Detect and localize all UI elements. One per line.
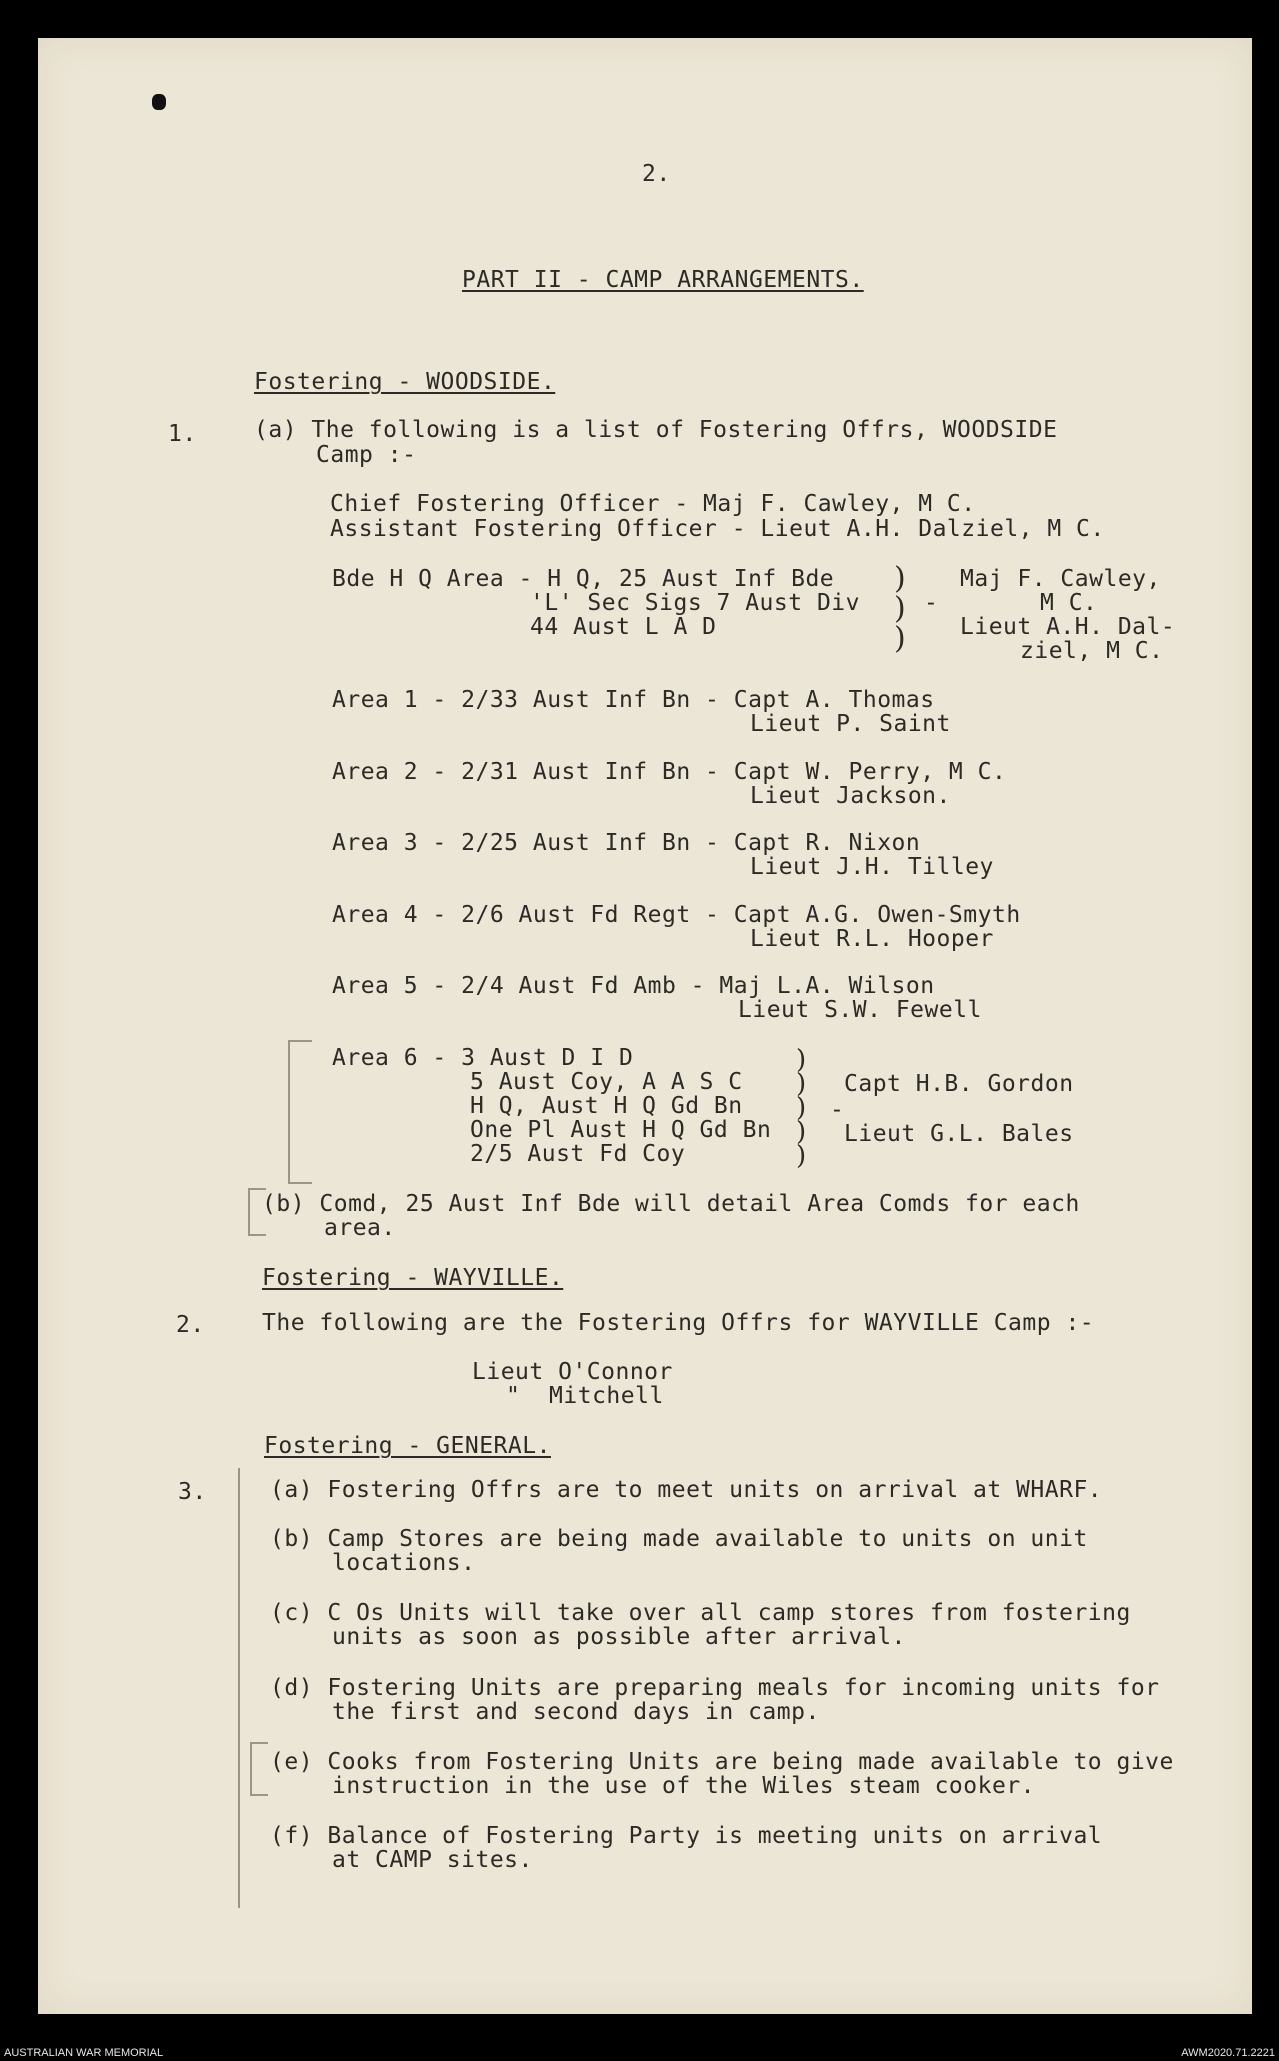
wayville-officer1: Lieut O'Connor: [472, 1359, 673, 1385]
bde-area-line2: 'L' Sec Sigs 7 Aust Div: [530, 590, 860, 616]
chief-fostering-officer: Chief Fostering Officer - Maj F. Cawley, M C.: [330, 491, 976, 517]
pencil-bracket-e: [250, 1742, 268, 1796]
area-6-officer2: Lieut G.L. Bales: [844, 1121, 1074, 1147]
area-6-line5: 2/5 Aust Fd Coy: [470, 1141, 686, 1167]
bde-officer-line3: Lieut A.H. Dal-: [960, 614, 1176, 640]
area-6-dash: -: [830, 1097, 845, 1123]
general-e-line1: (e) Cooks from Fostering Units are being made available to give: [270, 1749, 1174, 1775]
para-3-number: 3.: [178, 1479, 207, 1505]
area-4-line2: Lieut R.L. Hooper: [750, 926, 994, 952]
general-d-line2: the first and second days in camp.: [332, 1699, 820, 1725]
bde-dash: -: [924, 590, 939, 616]
bde-right-brace: ) ) ): [894, 561, 906, 656]
wayville-intro: The following are the Fostering Offrs for WAYVILLE Camp :-: [262, 1310, 1095, 1336]
area-5-line2: Lieut S.W. Fewell: [738, 997, 982, 1023]
footer-right: AWM2020.71.2221: [1181, 2047, 1275, 2059]
wayville-officer2: " Mitchell: [506, 1383, 664, 1409]
area-6-line3: H Q, Aust H Q Gd Bn: [470, 1093, 743, 1119]
punch-hole-mark: [152, 94, 166, 110]
area-3-line2: Lieut J.H. Tilley: [750, 854, 994, 880]
bde-officer-line2: M C.: [1040, 590, 1098, 616]
area-2-line2: Lieut Jackson.: [750, 783, 951, 809]
woodside-heading: Fostering - WOODSIDE.: [254, 369, 556, 395]
bde-area-line1: Bde H Q Area - H Q, 25 Aust Inf Bde: [332, 566, 835, 592]
general-a: (a) Fostering Offrs are to meet units on arrival at WHARF.: [270, 1477, 1103, 1503]
general-f-line1: (f) Balance of Fostering Party is meeting units on arrival: [270, 1823, 1103, 1849]
woodside-b-line1: (b) Comd, 25 Aust Inf Bde will detail Area Comds for each: [262, 1191, 1080, 1217]
general-d-line1: (d) Fostering Units are preparing meals for incoming units for: [270, 1675, 1160, 1701]
page-number: 2.: [642, 161, 671, 187]
general-c-line2: units as soon as possible after arrival.: [332, 1624, 906, 1650]
area-3-line1: Area 3 - 2/25 Aust Inf Bn - Capt R. Nixon: [332, 830, 921, 856]
para-1-number: 1.: [168, 421, 197, 447]
pencil-bracket-area6: [288, 1040, 312, 1184]
area-5-line1: Area 5 - 2/4 Aust Fd Amb - Maj L.A. Wilson: [332, 973, 935, 999]
area-6-line1: Area 6 - 3 Aust D I D: [332, 1045, 634, 1071]
general-e-line2: instruction in the use of the Wiles steam cooker.: [332, 1773, 1036, 1799]
area-6-line4: One Pl Aust H Q Gd Bn: [470, 1117, 772, 1143]
area-2-line1: Area 2 - 2/31 Aust Inf Bn - Capt W. Perry, M C.: [332, 759, 1007, 785]
area6-right-brace: ) ) ) ) ): [796, 1045, 807, 1171]
assistant-fostering-officer: Assistant Fostering Officer - Lieut A.H. Dalziel, M C.: [330, 516, 1105, 542]
bde-area-line3: 44 Aust L A D: [530, 614, 717, 640]
area-1-line2: Lieut P. Saint: [750, 711, 951, 737]
general-c-line1: (c) C Os Units will take over all camp stores from fostering: [270, 1600, 1131, 1626]
woodside-b-line2: area.: [324, 1215, 396, 1241]
general-b-line2: locations.: [332, 1550, 476, 1576]
page-title: PART II - CAMP ARRANGEMENTS.: [462, 267, 864, 293]
area-1-line1: Area 1 - 2/33 Aust Inf Bn - Capt A. Thomas: [332, 687, 935, 713]
footer-left: AUSTRALIAN WAR MEMORIAL: [4, 2047, 164, 2059]
para-2-number: 2.: [176, 1312, 205, 1338]
general-heading: Fostering - GENERAL.: [264, 1433, 551, 1459]
bde-officer-line4: ziel, M C.: [1020, 638, 1164, 664]
pencil-margin-line: [238, 1468, 240, 1908]
woodside-intro-line1: (a) The following is a list of Fostering Offrs, WOODSIDE: [254, 417, 1058, 443]
wayville-heading: Fostering - WAYVILLE.: [262, 1265, 564, 1291]
area-6-line2: 5 Aust Coy, A A S C: [470, 1069, 743, 1095]
document-page: [38, 38, 1252, 2014]
bde-officer-line1: Maj F. Cawley,: [960, 566, 1161, 592]
woodside-intro-line2: Camp :-: [316, 442, 417, 468]
general-b-line1: (b) Camp Stores are being made available to units on unit: [270, 1526, 1088, 1552]
area-6-officer1: Capt H.B. Gordon: [844, 1071, 1074, 1097]
area-4-line1: Area 4 - 2/6 Aust Fd Regt - Capt A.G. Owen-Smyth: [332, 902, 1021, 928]
general-f-line2: at CAMP sites.: [332, 1847, 533, 1873]
